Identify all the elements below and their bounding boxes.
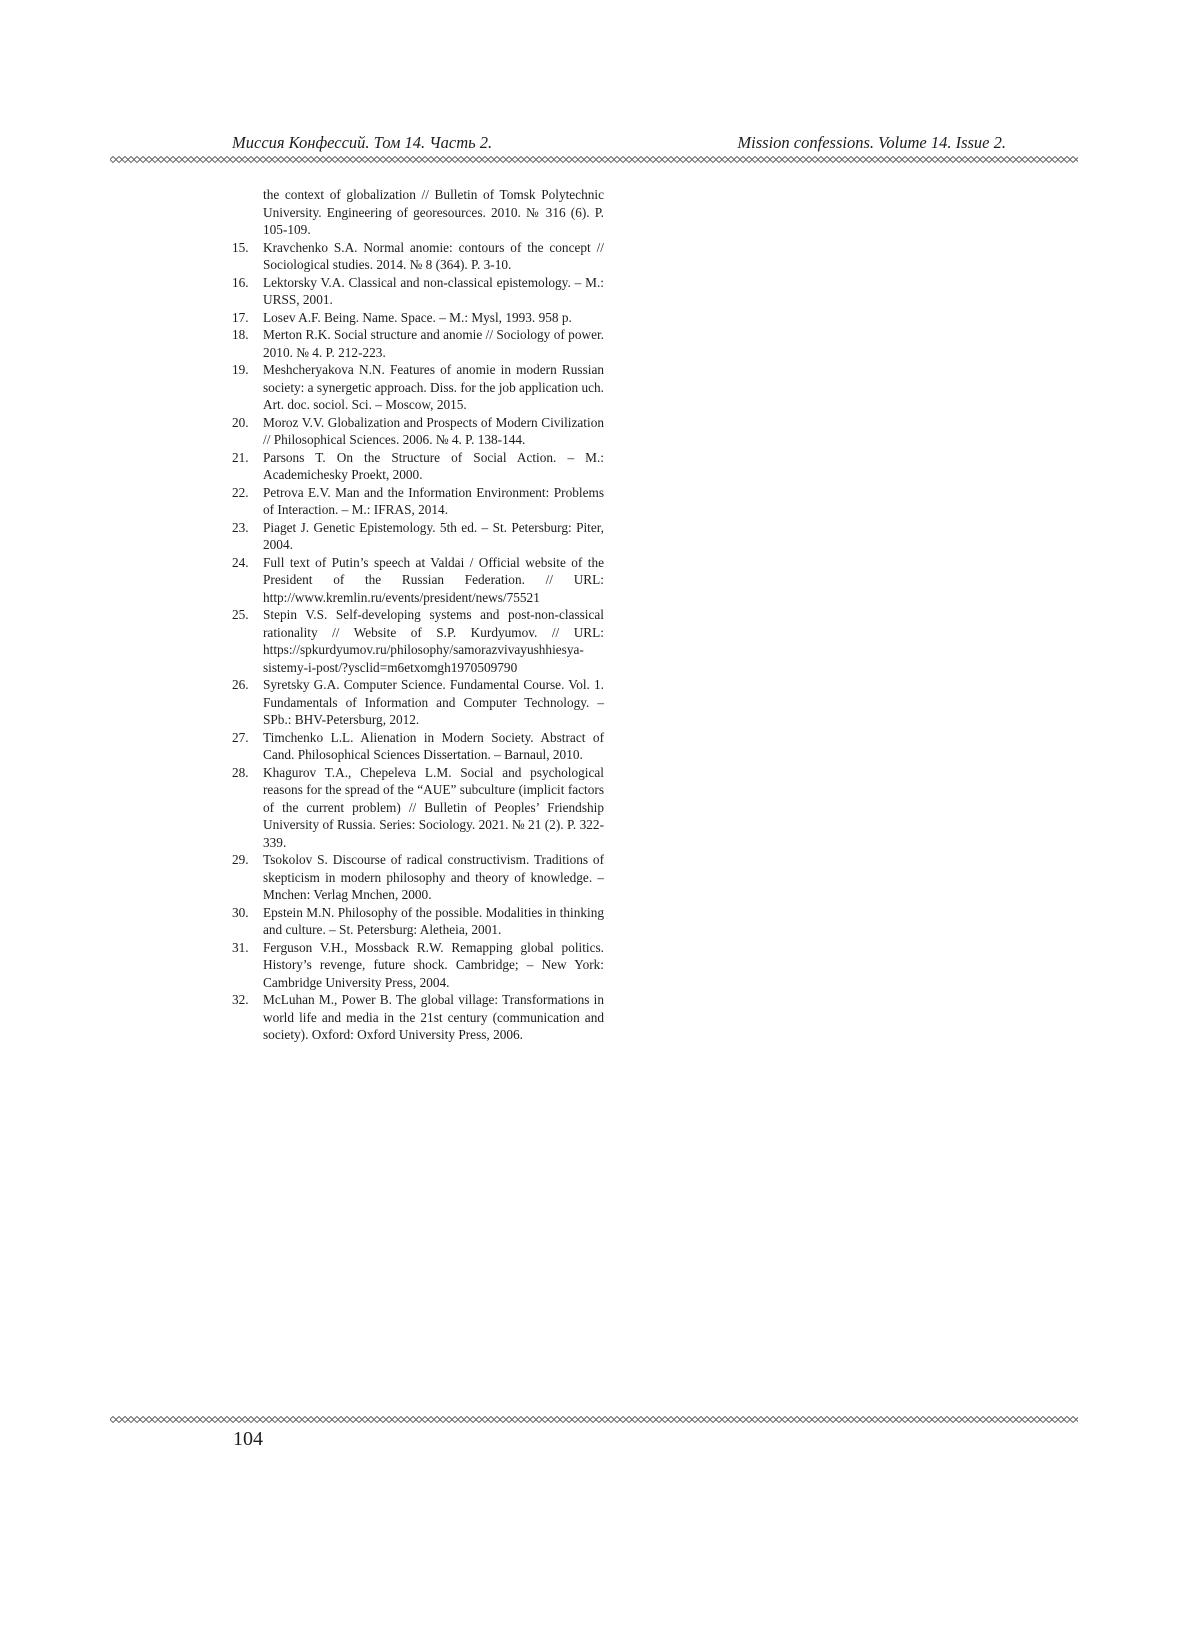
reference-text: Tsokolov S. Discourse of radical constructivism. Traditions of skepticism in modern philosophy and theory of knowledge. – Mnchen: Verlag Mnchen, 2000. — [263, 852, 604, 902]
reference-item — [232, 239, 604, 274]
reference-text: Syretsky G.A. Computer Science. Fundamental Course. Vol. 1. Fundamentals of Information and Computer Technology. – SPb.: BHV-Petersburg, 2012. — [263, 677, 604, 727]
reference-number: 22. — [232, 484, 249, 500]
reference-text: Merton R.K. Social structure and anomie // Sociology of power. 2010. № 4. P. 212-223. — [263, 327, 604, 360]
reference-text: Piaget J. Genetic Epistemology. 5th ed. – St. Petersburg: Piter, 2004. — [263, 519, 604, 552]
reference-number: 16. — [232, 274, 249, 290]
reference-number: 15. — [232, 239, 249, 255]
reference-list — [232, 186, 604, 1044]
reference-item — [232, 449, 604, 484]
reference-text: Kravchenko S.A. Normal anomie: contours of the concept // Sociological studies. 2014. № 8 (364). P. 3-10. — [263, 239, 604, 272]
reference-item — [232, 606, 604, 676]
reference-item — [232, 484, 604, 519]
reference-item — [232, 851, 604, 904]
reference-text: Epstein M.N. Philosophy of the possible. Modalities in thinking and culture. – St. Petersburg: Aletheia, 2001. — [263, 904, 604, 937]
reference-number: 21. — [232, 449, 249, 465]
reference-text: Parsons T. On the Structure of Social Action. – M.: Academichesky Proekt, 2000. — [263, 449, 604, 482]
reference-number: 30. — [232, 904, 249, 920]
reference-item — [232, 729, 604, 764]
reference-text: the context of globalization // Bulletin of Tomsk Polytechnic University. Engineering of georesources. 2010. № 316 (6). P. 105-109. — [263, 187, 604, 237]
reference-item — [232, 764, 604, 852]
header-journal-title-en: Mission confessions. Volume 14. Issue 2. — [737, 133, 1006, 152]
reference-text: Lektorsky V.A. Classical and non-classical epistemology. – M.: URSS, 2001. — [263, 274, 604, 307]
top-ornament-rule — [110, 156, 1078, 163]
reference-text: Timchenko L.L. Alienation in Modern Society. Abstract of Cand. Philosophical Sciences Dissertation. – Barnaul, 2010. — [263, 729, 604, 762]
reference-item — [232, 274, 604, 309]
header-journal-title-ru: Миссия Конфессий. Том 14. Часть 2. — [232, 133, 493, 152]
reference-item — [232, 361, 604, 414]
reference-number: 19. — [232, 362, 249, 377]
reference-number: 32. — [232, 992, 249, 1007]
reference-number: 24. — [232, 554, 249, 570]
reference-item — [232, 309, 604, 327]
reference-text: Losev A.F. Being. Name. Space. – M.: Mysl, 1993. 958 p. — [263, 309, 572, 325]
reference-number: 23. — [232, 519, 249, 535]
reference-item — [232, 186, 604, 239]
reference-number: 20. — [232, 414, 249, 430]
reference-number: 28. — [232, 764, 249, 780]
reference-text: Ferguson V.H., Mossback R.W. Remapping global politics. History’s revenge, future shock. Cambridge; – New York: Cambridge University Press, 2004. — [263, 939, 604, 990]
reference-number: 27. — [232, 729, 249, 745]
reference-item — [232, 519, 604, 554]
reference-text: Moroz V.V. Globalization and Prospects of Modern Civilization // Philosophical Sciences. 2006. № 4. P. 138-144. — [263, 414, 604, 447]
reference-item — [232, 676, 604, 729]
reference-item — [232, 991, 604, 1044]
reference-text: Khagurov T.A., Chepeleva L.M. Social and psychological reasons for the spread of the “AUE” subculture (implicit factors of the current problem) // Bulletin of Peoples’ Friendship University of Russia. Series: Sociology. 2021. № 21 (2). P. 322-339. — [263, 764, 604, 850]
running-header — [232, 133, 1006, 155]
bottom-ornament-rule — [110, 1416, 1078, 1423]
reference-text: Petrova E.V. Man and the Information Environment: Problems of Interaction. – M.: IFRAS, 2014. — [263, 484, 604, 517]
page-number: 104 — [233, 1428, 263, 1450]
reference-number: 17. — [232, 309, 249, 325]
reference-text: Full text of Putin’s speech at Valdai / Official website of the President of the Russian Federation. // URL: http://www.kremlin.ru/events/president/news/75521 — [263, 554, 604, 605]
reference-number: 25. — [232, 607, 249, 622]
reference-text: McLuhan M., Power B. The global village: Transformations in world life and media in the 21st century (communication and society). Oxford: Oxford University Press, 2006. — [263, 992, 604, 1042]
reference-number: 18. — [232, 327, 249, 342]
reference-item — [232, 554, 604, 607]
reference-text: Stepin V.S. Self-developing systems and post-non-classical rationality // Website of S.P. Kurdyumov. // URL: https://spkurdyumov.ru/philosophy/samorazvivayushhiesya-sistemy-i-post/?ysclid=m6etxomgh1970509790 — [263, 607, 604, 675]
reference-item — [232, 939, 604, 992]
reference-number: 31. — [232, 939, 249, 955]
reference-item — [232, 904, 604, 939]
reference-number: 26. — [232, 677, 249, 692]
reference-item — [232, 326, 604, 361]
reference-number: 29. — [232, 852, 249, 867]
reference-text: Meshcheryakova N.N. Features of anomie in modern Russian society: a synergetic approach. Diss. for the job application uch. Art. doc. sociol. Sci. – Moscow, 2015. — [263, 362, 604, 412]
reference-item — [232, 414, 604, 449]
